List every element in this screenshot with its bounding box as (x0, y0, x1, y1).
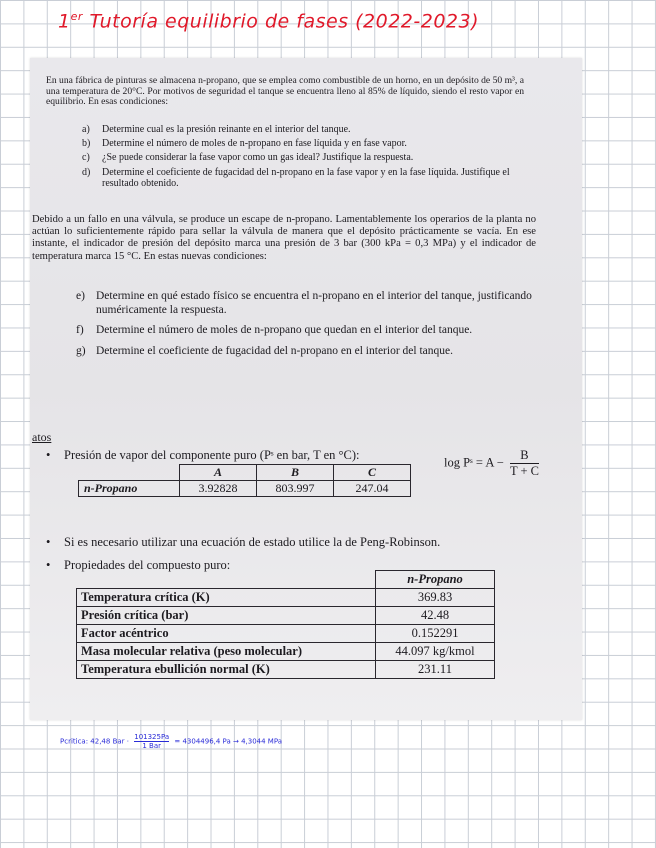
title-superscript: er (70, 10, 83, 23)
question-a: a) Determine cual es la presión reinante en el interior del tanque. (82, 124, 351, 135)
properties-header: n-Propano (376, 571, 495, 589)
prop-name: Temperatura crítica (K) (77, 589, 376, 607)
question-list-2 (76, 290, 546, 365)
question-list-1 (82, 124, 532, 192)
peng-robinson-text: Si es necesario utilizar una ecuación de estado utilice la de Peng-Robinson. (64, 535, 441, 549)
question-b: b) Determine el número de moles de n-propano en fase líquida y en fase vapor. (82, 138, 407, 150)
question-c: c) ¿Se puede considerar la fase vapor como un gas ideal? Justifique la respuesta. (82, 152, 414, 164)
prop-value: 0.152291 (376, 625, 495, 643)
bullet-dot: • (46, 448, 51, 462)
prop-name: Masa molecular relativa (peso molecular) (77, 643, 376, 661)
value-c: 247.04 (334, 481, 411, 497)
question-g: g) Determine el coeficiente de fugacidad del n-propano en el interior del tanque. (76, 344, 453, 357)
note-denominator: 1 Bar (142, 742, 162, 750)
prop-name: Presión crítica (bar) (77, 607, 376, 625)
prop-name: Temperatura ebullición normal (K) (77, 661, 376, 679)
printed-exercise-sheet (30, 58, 582, 720)
formula-fraction: $\frac{B}{T + C}$ (509, 448, 539, 478)
question-d: d) Determine el coeficiente de fugacidad del n-propano en la fase vapor y en la fase líquida. Justifique el resultado obtenido. (82, 166, 510, 189)
prop-value: 42.48 (376, 607, 495, 625)
properties-table (76, 570, 495, 679)
question-e: e) Determine en qué estado físico se encuentra el n-propano en el interior del tanque, justificando numéricamente la respuesta. (76, 290, 532, 316)
prop-name: Factor acéntrico (77, 625, 376, 643)
intro-paragraph: En una fábrica de pinturas se almacena n-propano, que se emplea como combustible de un horno, en un depósito de 50 m³, a una temperatura de 20°C. Por motivos de seguridad el tanque se encuentra lleno al 85% de líquido, siendo el resto vapor en equilibrio. En esas condiciones: (46, 75, 524, 107)
value-a: 3.92828 (180, 481, 257, 497)
question-f: f) Determine el número de moles de n-propano que quedan en el interior del tanque. (76, 324, 473, 336)
row-label: n-Propano (79, 481, 180, 497)
header-b: B (257, 465, 334, 481)
leak-paragraph: Debido a un fallo en una válvula, se produce un escape de n-propano. Lamentablemente los operarios de la planta no actúan lo suficientemente rápido para sellar la válvula de manera que el depósito prácticamente se vacía. En ese instante, el indicador de presión del depósito marca una presión de 3 bar (300 kPa = 0,3 MPa) y el indicador de temperatura marca 15 °C. En estas nuevas condiciones: (32, 214, 536, 262)
prop-value: 369.83 (376, 589, 495, 607)
bullet-dot: • (46, 558, 51, 572)
antoine-formula: log Pˢ = A − $\frac{B}{T + C}$ (444, 448, 539, 478)
properties-text: Propiedades del compuesto puro: (64, 558, 231, 572)
vapor-pressure-text: Presión de vapor del componente puro (Pˢ en bar, T en °C): (64, 448, 360, 462)
handwritten-note (60, 733, 600, 759)
title-prefix: 1 (58, 10, 71, 33)
title-text: Tutoría equilibrio de fases (2022-2023) (89, 10, 480, 33)
header-a: A (180, 465, 257, 481)
bullet-dot: • (46, 535, 51, 549)
note-fraction (134, 733, 169, 750)
antoine-table (78, 464, 411, 497)
header-c: C (334, 465, 411, 481)
value-b: 803.997 (257, 481, 334, 497)
note-numerator: 101325Pa (134, 733, 170, 741)
note-right: = 4304496,4 Pa → 4,3044 MPa (174, 737, 283, 746)
prop-value: 44.097 kg/kmol (376, 643, 495, 661)
datos-heading: atos (32, 430, 52, 444)
handwritten-title (58, 10, 618, 46)
prop-value: 231.11 (376, 661, 495, 679)
note-left: Pcritica: 42,48 Bar · (60, 737, 129, 746)
